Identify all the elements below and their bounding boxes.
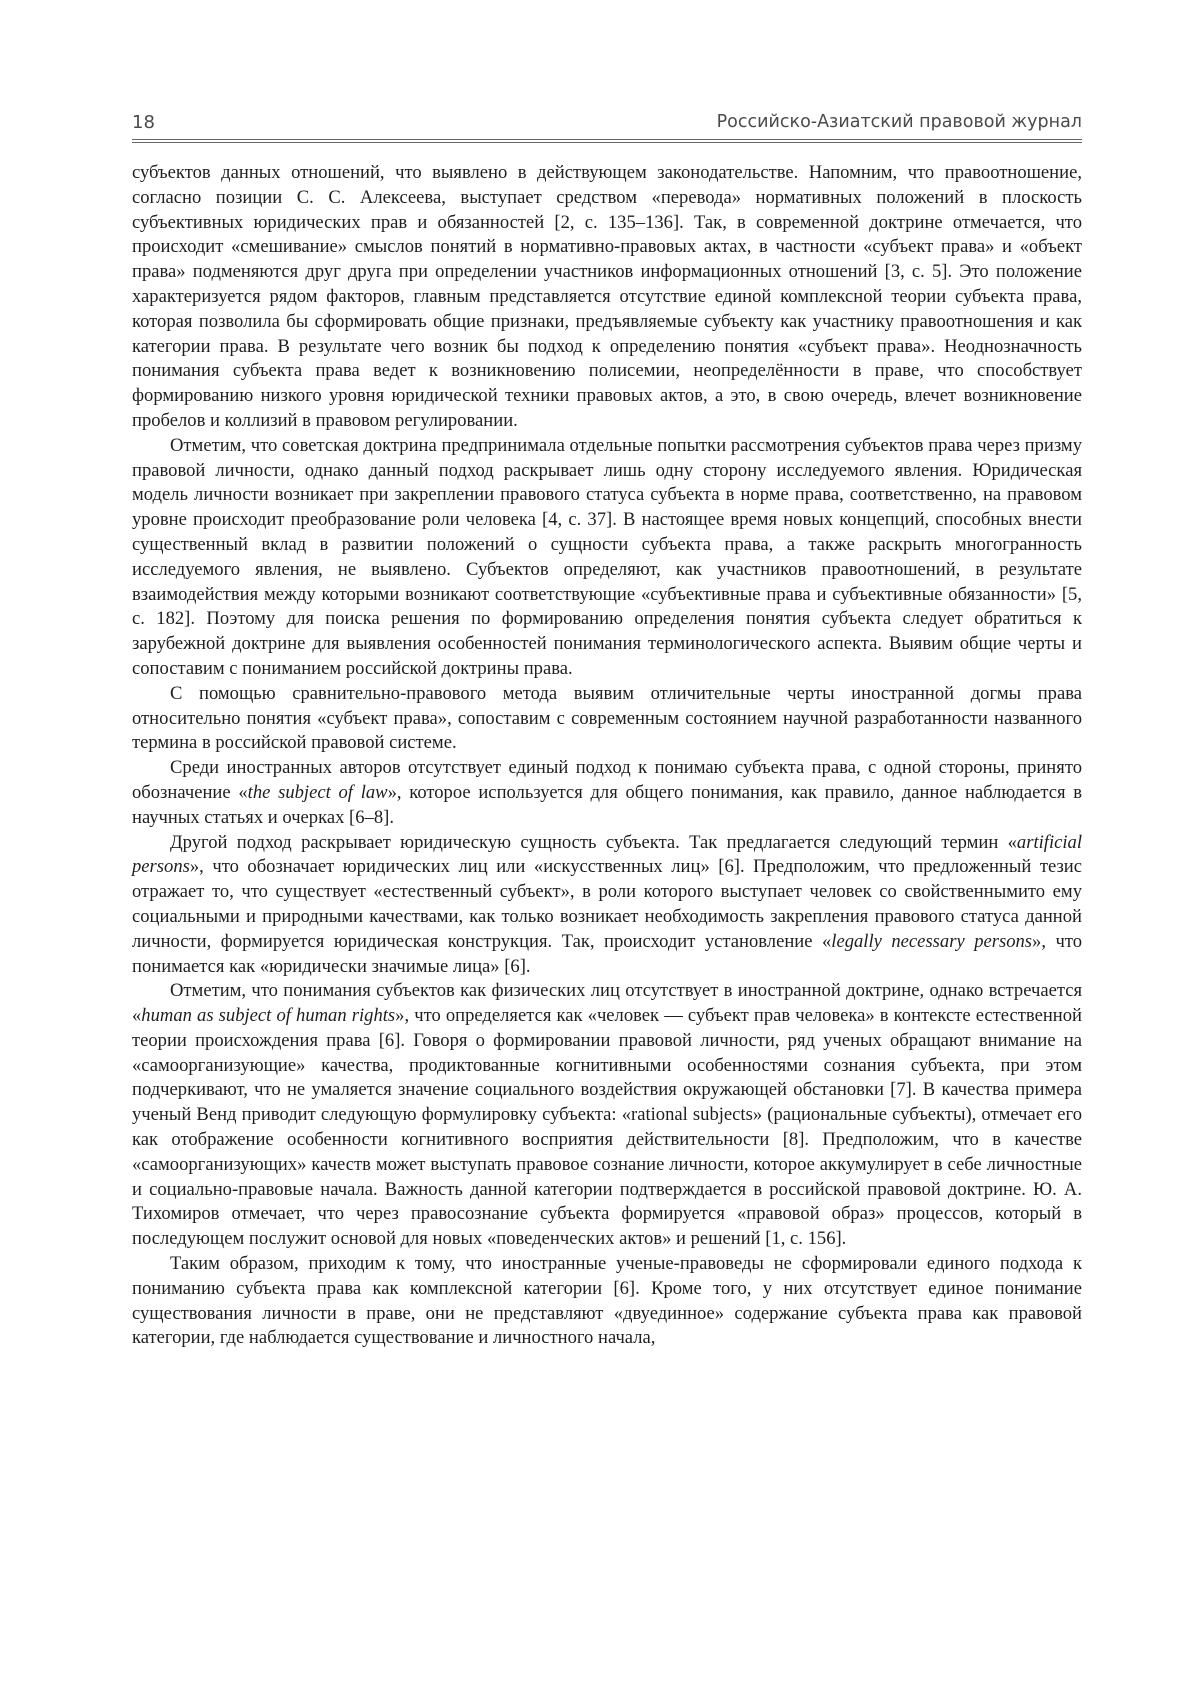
running-header (132, 112, 1082, 140)
italic-term: artificial persons (132, 831, 1082, 878)
paragraph-text: Отметим, что понимания субъектов как физических лиц отсутствует в иностранной доктрине, однако встречается « (132, 980, 1082, 1027)
body-paragraph (132, 979, 1082, 1252)
body-paragraph (132, 831, 1082, 980)
paragraph-text: », которое используется для общего понимания, как правило, данное наблюдается в научных статьях и очерках [6–8]. (132, 781, 1083, 828)
body-paragraph (132, 682, 1082, 756)
body-paragraph (132, 434, 1082, 682)
article-body (132, 161, 1082, 1351)
paragraph-text: », что обозначает юридических лиц или «искусственных лиц» [6]. Предположим, что предложенный тезис отражает то, что существует «естественный субъект», в роли которого выступает человек со свойственнымито ему социальными и природными качествами, как только возникает необходимость закрепления правового статуса данной личности, формируется юридическая конструкция. Так, происходит установление « (132, 856, 1082, 952)
paragraph-text: Другой подход раскрывает юридическую сущность субъекта. Так предлагается следующий термин « (170, 831, 1017, 853)
italic-term: the subject of law (247, 781, 388, 803)
paragraph-text: С помощью сравнительно-правового метода выявим отличительные черты иностранной догмы права относительно понятия «субъект права», сопоставим с современным состоянием научной разработанности названного термина в российской правовой системе. (132, 682, 1082, 754)
body-paragraph (132, 756, 1082, 830)
paragraph-text: Отметим, что советская доктрина предпринимала отдельные попытки рассмотрения субъектов права через призму правовой личности, однако данный подход раскрывает лишь одну сторону исследуемого явления. Юридическая модель личности возникает при закреплении правового статуса субъекта в норме права, соответственно, на правовом уровне происходит преобразование роли человека [4, с. 37]. В настоящее время новых концепций, способных внести существенный вклад в развитии положений о сущности субъекта права, а также раскрыть многогранность исследуемого явления, не выявлено. Субъектов определяют, как участников правоотношений, в результате взаимодействия между которыми возникают соответствующие «субъективные права и субъективные обязанности» [5, с. 182]. Поэтому для поиска решения по формированию определения понятия субъекта следует обратиться к зарубежной доктрине для выявления особенностей понимания терминологического аспекта. Выявим общие черты и сопоставим с пониманием российской доктрины права. (132, 434, 1082, 679)
paragraph-text: », что понимается как «юридически значимые лица» [6]. (132, 930, 1083, 977)
body-paragraph (132, 161, 1082, 434)
italic-term: human as subject of human rights (141, 1005, 396, 1027)
body-paragraph (132, 1252, 1082, 1351)
paragraph-text: », что определяется как «человек — субъект прав человека» в контексте естественной теории происхождения права [6]. Говоря о формировании правовой личности, ряд ученых обращают внимание на «самоорганизующие» качества, продиктованные когнитивными особенностями сознания субъекта, при этом подчеркивают, что не умаляется значение социального воздействия окружающей обстановки [7]. В качества примера ученый Венд приводит следующую формулировку субъекта: «rational subjects» (рациональные субъекты), отмечает его как отображение особенности когнитивного восприятия действительности [8]. Предположим, что в качестве «самоорганизующих» качеств может выступать правовое сознание личности, которое аккумулирует в себе личностные и социально-правовые начала. Важность данной категории подтверждается в российской правовой доктрине. Ю. А. Тихомиров отмечает, что через правосознание субъекта формируется «правовой образ» процессов, который в последующем послужит основой для новых «поведенческих актов» и решений [1, с. 156]. (132, 1005, 1082, 1250)
paragraph-text: субъектов данных отношений, что выявлено в действующем законодательстве. Напомним, что правоотношение, согласно позиции С. С. Алексеева, выступает средством «перевода» нормативных положений в плоскость субъективных юридических прав и обязанностей [2, с. 135–136]. Так, в современной доктрине отмечается, что происходит «смешивание» смыслов понятий в нормативно-правовых актах, в частности «субъект права» и «объект права» подменяются друг друга при определении участников информационных отношений [3, с. 5]. Это положение характеризуется рядом факторов, главным представляется отсутствие единой комплексной теории субъекта права, которая позволила бы сформировать общие признаки, предъявляемые субъекту как участнику правоотношения и как категории права. В результате чего возник бы подход к определению понятия «субъект права». Неоднозначность понимания субъекта права ведет к возникновению полисемии, неопределённости в праве, что способствует формированию низкого уровня юридической техники правовых актов, а это, в свою очередь, влечет возникновение пробелов и коллизий в правовом регулировании. (132, 162, 1082, 431)
journal-title: Российско-Азиатский правовой журнал (716, 112, 1082, 132)
italic-term: legally necessary persons (831, 930, 1033, 952)
paragraph-text: Среди иностранных авторов отсутствует единый подход к понимаю субъекта права, с одной стороны, принято обозначение « (132, 757, 1082, 803)
page-number: 18 (132, 112, 155, 133)
paragraph-text: Таким образом, приходим к тому, что иностранные ученые-правоведы не сформировали единого подхода к пониманию субъекта права как комплексной категории [6]. Кроме того, у них отсутствует единое понимание существования личности в праве, они не представляют «двуединное» содержание субъекта права как правовой категории, где наблюдается существование и личностного начала, (132, 1253, 1082, 1349)
header-rule (132, 139, 1082, 143)
journal-page (132, 0, 1082, 1697)
